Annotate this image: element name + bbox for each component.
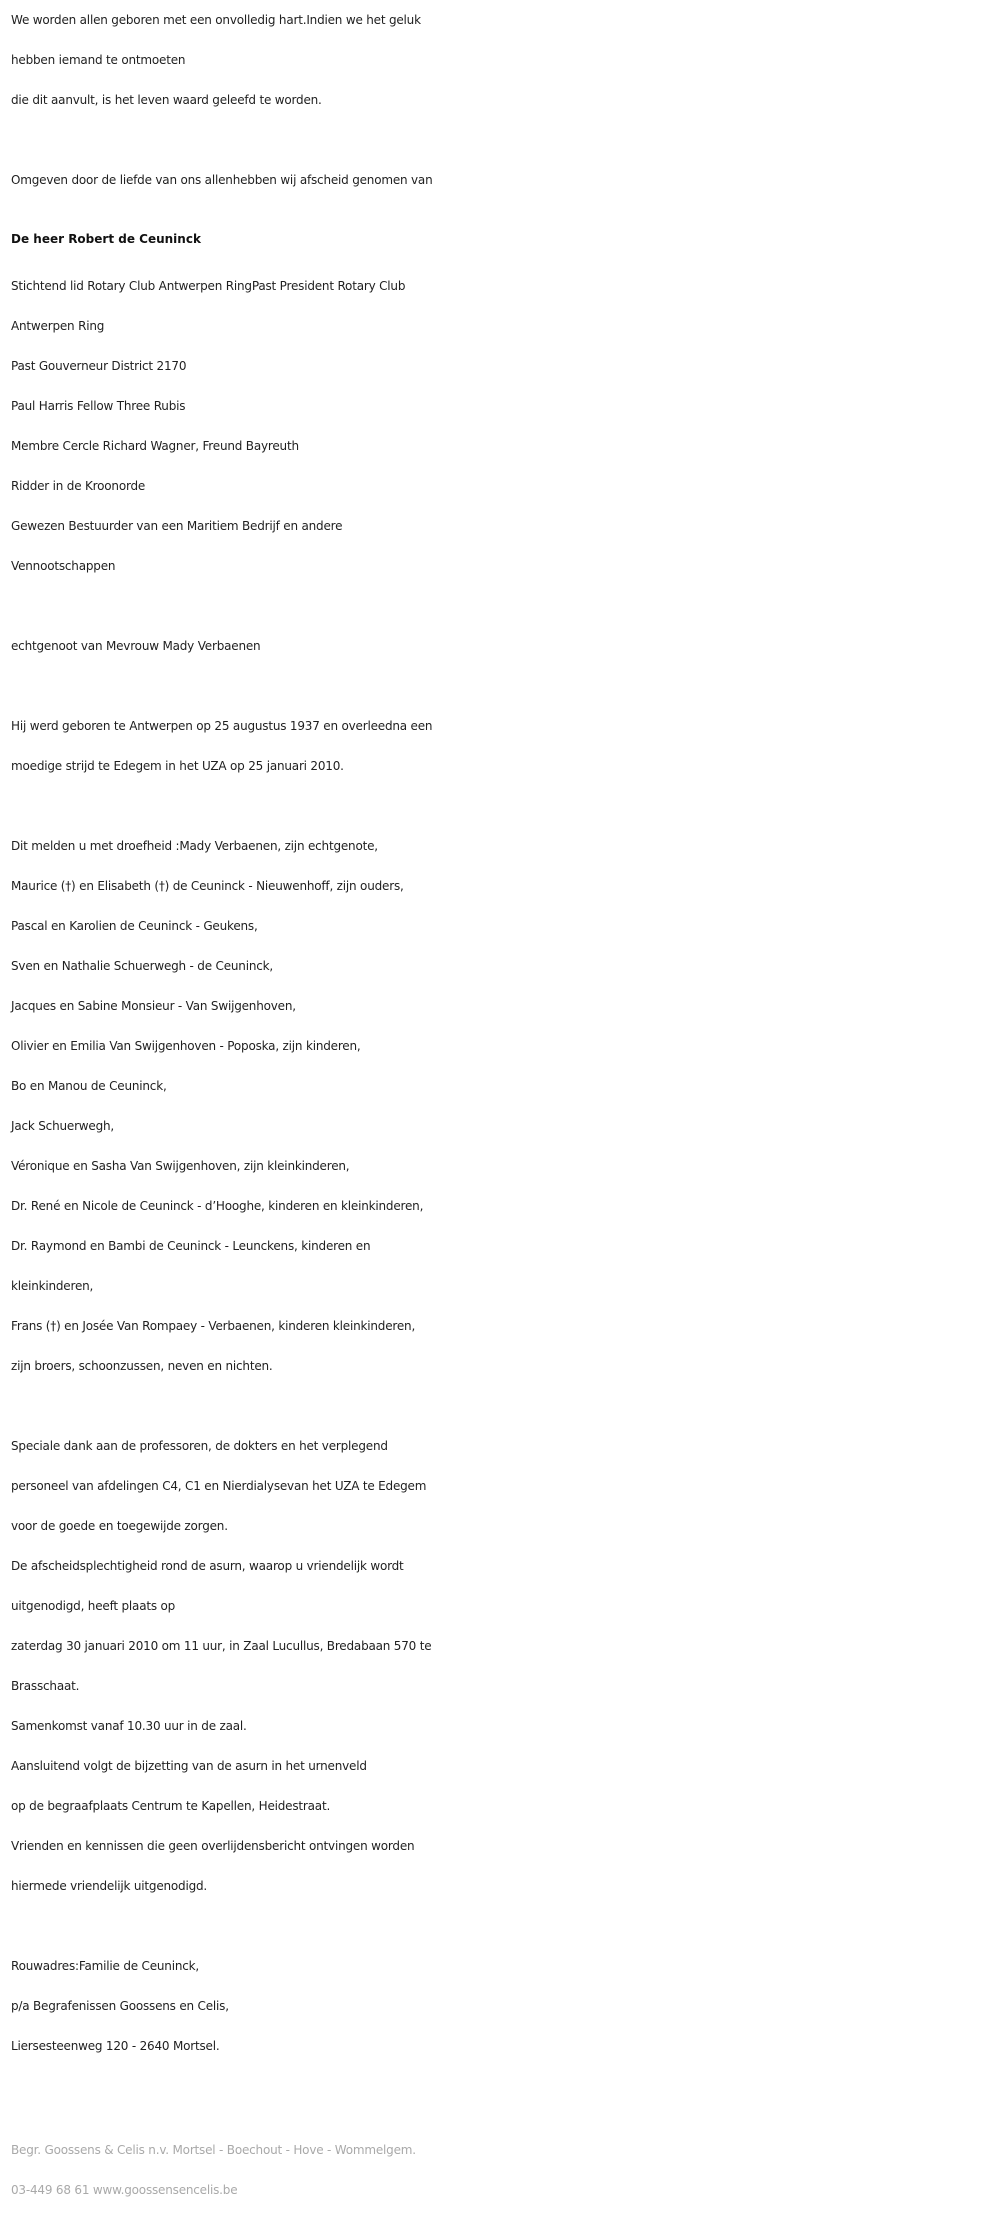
family-line: Olivier en Emilia Van Swijgenhoven - Poposka, zijn kinderen, [11, 1039, 361, 1053]
address-line: p/a Begrafenissen Goossens en Celis, [11, 1999, 229, 2013]
address-line: Rouwadres:Familie de Ceuninck, [11, 1959, 200, 1973]
title-line: Past Gouverneur District 2170 [11, 359, 187, 373]
family-line: Jacques en Sabine Monsieur - Van Swijgenhoven, [11, 999, 296, 1013]
spacer [11, 1386, 991, 1426]
spacer [11, 120, 991, 160]
title-line: Membre Cercle Richard Wagner, Freund Bayreuth [11, 439, 299, 453]
titles-list [11, 266, 991, 586]
family-line: zijn broers, schoonzussen, neven en nichten. [11, 1359, 273, 1373]
spacer [11, 786, 991, 826]
spacer [11, 666, 991, 706]
spacer [11, 586, 991, 626]
family-line: Frans (†) en Josée Van Rompaey - Verbaenen, kinderen kleinkinderen, [11, 1319, 416, 1333]
ceremony-line: De afscheidsplechtigheid rond de asurn, waarop u vriendelijk wordt [11, 1559, 404, 1573]
intro-quote [11, 0, 991, 120]
family-line: Sven en Nathalie Schuerwegh - de Ceuninck, [11, 959, 273, 973]
ceremony-line: uitgenodigd, heeft plaats op [11, 1599, 176, 1613]
footer-contact-line: 03-449 68 61 www.goossensencelis.be [11, 2183, 238, 2197]
title-line: Stichtend lid Rotary Club Antwerpen RingPast President Rotary Club [11, 279, 406, 293]
title-line: Gewezen Bestuurder van een Maritiem Bedrijf en andere [11, 519, 343, 533]
family-line: kleinkinderen, [11, 1279, 94, 1293]
family-line: Bo en Manou de Ceuninck, [11, 1079, 167, 1093]
family-line: Pascal en Karolien de Ceuninck - Geukens, [11, 919, 258, 933]
ceremony-line: Speciale dank aan de professoren, de dokters en het verplegend [11, 1439, 388, 1453]
family-line: Dit melden u met droefheid :Mady Verbaenen, zijn echtgenote, [11, 839, 378, 853]
family-line: Maurice (†) en Elisabeth (†) de Ceuninck - Nieuwenhoff, zijn ouders, [11, 879, 404, 893]
ceremony-line: Samenkomst vanaf 10.30 uur in de zaal. [11, 1719, 247, 1733]
intro-line: hebben iemand te ontmoeten [11, 53, 186, 67]
ceremony-line: Aansluitend volgt de bijzetting van de asurn in het urnenveld [11, 1759, 367, 1773]
spacer [11, 1906, 991, 1946]
ceremony-line: personeel van afdelingen C4, C1 en Nierdialysevan het UZA te Edegem [11, 1479, 427, 1493]
funeral-home-footer [11, 2130, 991, 2210]
deceased-name: De heer Robert de Ceuninck [11, 232, 201, 246]
obituary-notice [11, 0, 991, 2066]
title-line: Vennootschappen [11, 559, 116, 573]
announcement-text: Omgeven door de liefde van ons allenhebben wij afscheid genomen van [11, 173, 433, 187]
spouse-line: echtgenoot van Mevrouw Mady Verbaenen [11, 639, 261, 653]
title-line: Paul Harris Fellow Three Rubis [11, 399, 186, 413]
family-list [11, 826, 991, 1386]
ceremony-line: Vrienden en kennissen die geen overlijdensbericht ontvingen worden [11, 1839, 415, 1853]
title-line: Antwerpen Ring [11, 319, 105, 333]
family-line: Véronique en Sasha Van Swijgenhoven, zijn kleinkinderen, [11, 1159, 350, 1173]
address-line: Liersesteenweg 120 - 2640 Mortsel. [11, 2039, 220, 2053]
ceremony-line: op de begraafplaats Centrum te Kapellen, Heidestraat. [11, 1799, 331, 1813]
intro-line: die dit aanvult, is het leven waard geleefd te worden. [11, 93, 322, 107]
footer-line: Begr. Goossens & Celis n.v. Mortsel - Boechout - Hove - Wommelgem. [11, 2143, 416, 2157]
family-line: Dr. Raymond en Bambi de Ceuninck - Leunckens, kinderen en [11, 1239, 371, 1253]
ceremony-line: hiermede vriendelijk uitgenodigd. [11, 1879, 208, 1893]
birth-death-line: moedige strijd te Edegem in het UZA op 25 januari 2010. [11, 759, 344, 773]
ceremony-line: zaterdag 30 januari 2010 om 11 uur, in Zaal Lucullus, Bredabaan 570 te [11, 1639, 432, 1653]
birth-death-paragraph [11, 706, 991, 786]
mourning-address [11, 1946, 991, 2066]
family-line: Jack Schuerwegh, [11, 1119, 115, 1133]
ceremony-line: voor de goede en toegewijde zorgen. [11, 1519, 228, 1533]
family-line: Dr. René en Nicole de Ceuninck - d’Hooghe, kinderen en kleinkinderen, [11, 1199, 424, 1213]
ceremony-line: Brasschaat. [11, 1679, 80, 1693]
title-line: Ridder in de Kroonorde [11, 479, 146, 493]
intro-line: We worden allen geboren met een onvolledig hart.Indien we het geluk [11, 13, 421, 27]
birth-death-line: Hij werd geboren te Antwerpen op 25 augustus 1937 en overleedna een [11, 719, 433, 733]
thanks-ceremony-paragraph [11, 1426, 991, 1906]
